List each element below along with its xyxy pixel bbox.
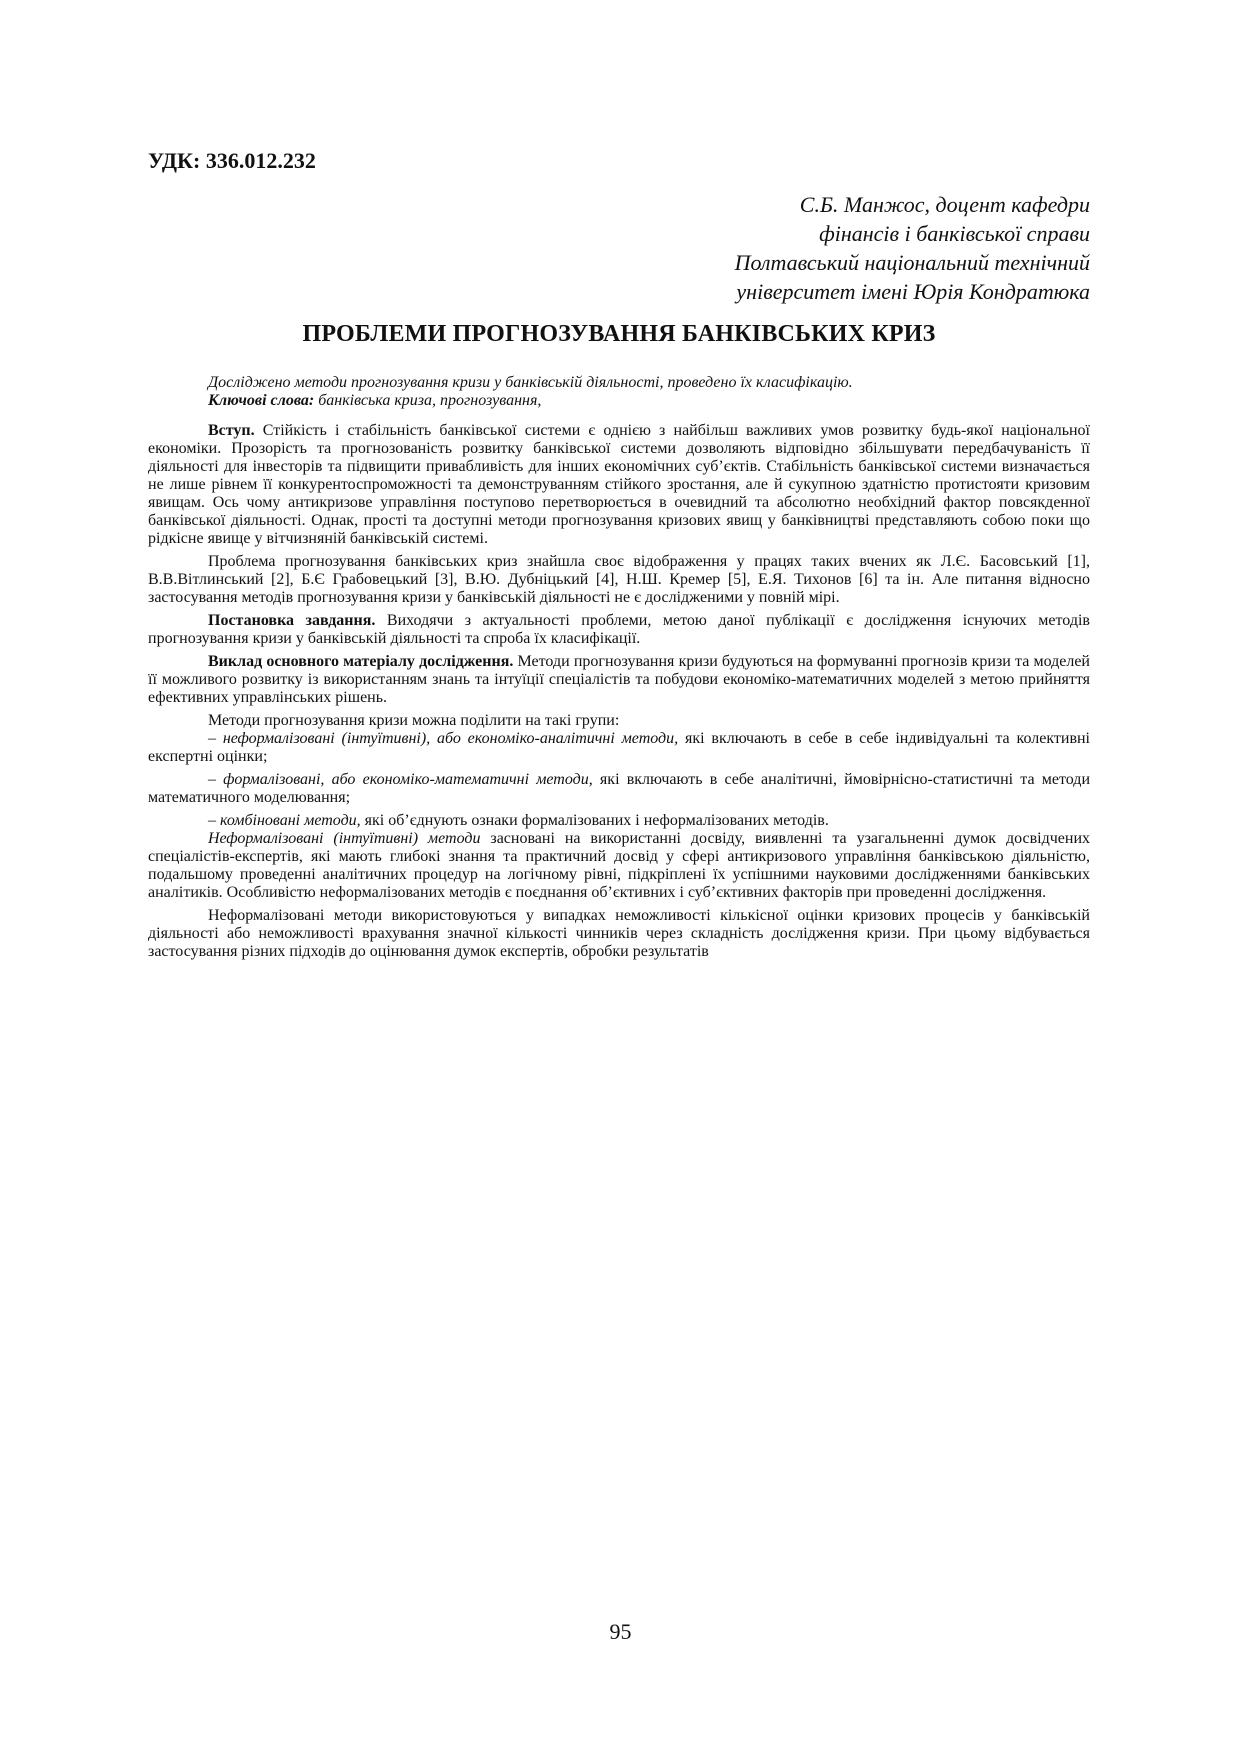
informal-methods-paragraph — [148, 830, 1090, 902]
udc-code: УДК: 336.012.232 — [148, 148, 316, 173]
author-block — [735, 190, 1090, 306]
main-text: Методи прогнозування кризи будуються на формуванні прогнозів кризи та моделей її можливого розвитку із використанням знань та інтуїції спеціалістів та побудови економіко-математичних моделей з метою прийняття ефективних управлінських рішень. — [148, 653, 1090, 706]
group-item-text: які включають в себе аналітичні, ймовірнісно-статистичні та методи математичного моделювання; — [148, 771, 1090, 806]
intro-label: Вступ. — [208, 422, 255, 439]
last-paragraph: Неформалізовані методи використовуються у випадках неможливості кількісної оцінки кризових процесів у банківській діяльності або неможливості врахування значної кількості чинників через складність дослідження кризи. При цьому відбувається застосування різних підходів до оцінювання думок експертів, обробки результатів — [148, 907, 1090, 960]
group-item — [148, 771, 1090, 807]
page-number: 95 — [609, 1619, 632, 1644]
author-line: університет імені Юрія Кондратюка — [736, 279, 1090, 304]
keywords — [148, 392, 1090, 410]
group-item — [148, 730, 1090, 766]
group-item-em: – комбіновані методи, — [208, 812, 361, 829]
task-label: Постановка завдання. — [208, 612, 376, 629]
paper-title: ПРОБЛЕМИ ПРОГНОЗУВАННЯ БАНКІВСЬКИХ КРИЗ — [302, 321, 936, 347]
main-label: Виклад основного матеріалу дослідження. — [208, 653, 514, 670]
author-line: С.Б. Манжос, доцент кафедри — [799, 192, 1090, 217]
task-paragraph — [148, 612, 1090, 648]
literature-paragraph: Проблема прогнозування банківських криз знайшла своє відображення у працях таких вчених як Л.Є. Басовський [1], В.В.Вітлинський [2], Б.Є Грабовецький [3], В.Ю. Дубніцький [4], Н.Ш. Кремер [5], Е.Я. Тихонов [6] та ін. Але питання відносно застосування методів прогнозування кризи у банківській діяльності не є дослідженими у повній мірі. — [148, 553, 1090, 606]
groups-intro: Методи прогнозування кризи можна поділити на такі групи: — [208, 712, 620, 729]
group-item-text: які включають в себе в себе індивідуальні та колективні експертні оцінки; — [148, 730, 1091, 765]
group-item-em: – неформалізовані (інтуїтивні), або економіко-аналітичні методи, — [208, 730, 679, 747]
keywords-colon: : — [308, 392, 315, 409]
informal-methods-text: засновані на використанні досвіду, виявленні та узагальненні думок досвідчених спеціалістів-експертів, які мають глибокі знання та практичний досвід у сфері антикризового управління банківською діяльністю, подальшому проведенні аналітичних процедур на логічному рівні, підкріплені їх успішними науковими дослідженнями банківських аналітиків. Особливістю неформалізованих методів є поєднання об’єктивних і суб’єктивних факторів при проведенні дослідження. — [148, 830, 1090, 901]
group-item-em: – формалізовані, або економіко-математичні методи, — [208, 771, 593, 788]
group-item — [148, 812, 1090, 830]
intro-text: Стійкість і стабільність банківської системи є однією з найбільш важливих умов розвитку будь-якої національної економіки. Прозорість та прогнозованість розвитку банківської системи дозволяють відповідно збільшувати передбачуваність її діяльності для інвесторів та підвищити привабливість для інших економічних суб’єктів. Стабільність банківської системи визначається не лише рівнем її конкурентоспроможності та демонструванням стійкого зростання, але й сукупною здатністю протистояти кризовим явищам. Ось чому антикризове управління поступово перетворюється в очевидний та абсолютно необхідний фактор повсякденної банківської діяльності. Однак, прості та доступні методи прогнозування кризових явищ у банківництві представляють собою поки що рідкісне явище у вітчизняній банківській системі. — [148, 422, 1090, 547]
article-body — [148, 374, 1090, 961]
author-line: фінансів і банківської справи — [819, 221, 1090, 246]
informal-methods-em: Неформалізовані (інтуїтивні) методи — [208, 830, 481, 847]
intro-paragraph — [148, 422, 1090, 548]
main-paragraph — [148, 653, 1090, 707]
keywords-text: банківська криза, прогнозування, — [314, 392, 542, 409]
group-item-text: які об’єднують ознаки формалізованих і неформалізованих методів. — [360, 812, 829, 829]
abstract: Досліджено методи прогнозування кризи у банківській діяльності, проведено їх класифікацію. — [208, 374, 853, 391]
author-line: Полтавський національний технічний — [734, 250, 1090, 275]
keywords-label: Ключові слова — [208, 392, 309, 409]
task-text: Виходячи з актуальності проблеми, метою даної публікації є дослідження існуючих методів прогнозування кризи у банківській діяльності та спроба їх класифікації. — [148, 612, 1090, 647]
